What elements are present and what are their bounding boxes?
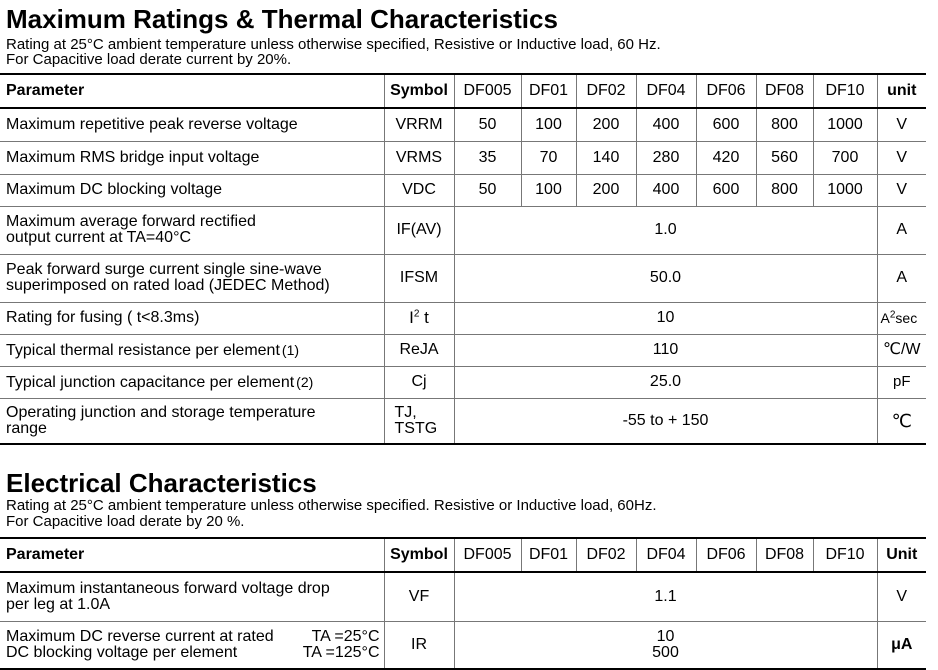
- row-param-line-2: range: [6, 419, 47, 437]
- table-row: [0, 174, 926, 206]
- row-value: 70: [521, 141, 576, 174]
- row-param-text: Typical junction capacitance per element: [6, 373, 295, 391]
- row-param: Rating for fusing ( t<8.3ms): [0, 302, 384, 334]
- row-symbol: VRRM: [384, 108, 454, 141]
- row-param-line-2: per leg at 1.0A: [6, 595, 111, 613]
- unit-sup: 2: [889, 309, 896, 321]
- header-df005: DF005: [454, 538, 521, 572]
- row-value: 800: [756, 108, 813, 141]
- row-value: 110: [454, 334, 877, 366]
- header-df04: DF04: [636, 538, 696, 572]
- header-df08: DF08: [756, 74, 813, 108]
- ratings-title: Maximum Ratings & Thermal Characteristics: [6, 4, 558, 34]
- row-param: [0, 254, 384, 302]
- row-value: 140: [576, 141, 636, 174]
- header-df01: DF01: [521, 74, 576, 108]
- header-parameter: Parameter: [0, 538, 384, 572]
- row-param-line-1: Peak forward surge current single sine-wave: [6, 261, 322, 278]
- table-row: [0, 398, 926, 444]
- row-value: -55 to + 150: [454, 398, 877, 444]
- header-df10: DF10: [813, 538, 877, 572]
- header-df005: DF005: [454, 74, 521, 108]
- row-param: [0, 621, 384, 669]
- row-unit: V: [877, 174, 926, 206]
- table-row: [0, 108, 926, 141]
- ratings-note-2: For Capacitive load derate current by 20%.: [6, 51, 292, 68]
- table-row: [0, 334, 926, 366]
- header-symbol: Symbol: [384, 538, 454, 572]
- row-value: 50: [454, 174, 521, 206]
- header-unit: unit: [877, 74, 926, 108]
- symbol-base: I: [409, 308, 414, 327]
- row-value: 1.0: [454, 206, 877, 254]
- row-param-line-2-text: DC blocking voltage per element: [6, 643, 238, 661]
- ratings-header-row: [0, 74, 926, 108]
- row-value: 25.0: [454, 366, 877, 398]
- row-value: 1.1: [454, 572, 877, 621]
- row-param-ref: (1): [281, 341, 300, 358]
- table-row: [0, 141, 926, 174]
- row-unit: μA: [877, 621, 926, 669]
- row-param-line-1: Maximum average forward rectified: [6, 213, 256, 230]
- row-unit: V: [877, 141, 926, 174]
- row-symbol: [384, 398, 454, 444]
- row-param: [0, 334, 384, 366]
- row-param-line-1-text: Maximum DC reverse current at rated: [6, 627, 274, 645]
- header-df02: DF02: [576, 538, 636, 572]
- row-param-line-1: Maximum instantaneous forward voltage drop: [6, 579, 330, 597]
- row-param: [0, 366, 384, 398]
- table-row: [0, 302, 926, 334]
- row-param-line-2: output current at TA=40°C: [6, 229, 192, 246]
- row-unit: V: [877, 572, 926, 621]
- row-value-1: 10: [656, 627, 675, 645]
- row-value: [454, 621, 877, 669]
- row-unit: ℃: [877, 398, 926, 444]
- header-symbol: Symbol: [384, 74, 454, 108]
- row-param-ref: (2): [296, 373, 314, 390]
- row-param-line-2: superimposed on rated load (JEDEC Method): [6, 277, 330, 294]
- electrical-note-2: For Capacitive load derate by 20 %.: [6, 513, 245, 530]
- row-param: Maximum RMS bridge input voltage: [0, 141, 384, 174]
- row-symbol: IFSM: [384, 254, 454, 302]
- row-symbol-line-1: TJ,: [394, 403, 417, 421]
- row-symbol-line-2: TSTG: [394, 419, 438, 437]
- row-value: 1000: [813, 174, 877, 206]
- electrical-header-row: [0, 538, 926, 572]
- row-value: 560: [756, 141, 813, 174]
- row-symbol: VRMS: [384, 141, 454, 174]
- row-value: 50.0: [454, 254, 877, 302]
- row-param-line-1: Operating junction and storage temperature: [6, 403, 316, 421]
- row-cond-1: TA =25°C: [311, 627, 380, 645]
- row-param-line-1: [6, 629, 384, 645]
- electrical-table: [0, 537, 926, 670]
- unit-base: A: [880, 310, 890, 326]
- ratings-table: [0, 73, 926, 445]
- row-value: 50: [454, 108, 521, 141]
- row-param-text: Typical thermal resistance per element: [6, 341, 280, 359]
- row-unit: A: [877, 254, 926, 302]
- row-unit: V: [877, 108, 926, 141]
- row-value: 1000: [813, 108, 877, 141]
- header-unit: Unit: [877, 538, 926, 572]
- header-df04: DF04: [636, 74, 696, 108]
- row-cond-2: TA =125°C: [302, 643, 380, 661]
- row-value: 400: [636, 108, 696, 141]
- row-value: 600: [696, 174, 756, 206]
- row-unit: [877, 302, 926, 334]
- row-value: 800: [756, 174, 813, 206]
- row-param: [0, 572, 384, 621]
- electrical-title: Electrical Characteristics: [6, 468, 317, 498]
- row-symbol: [384, 302, 454, 334]
- row-value: 400: [636, 174, 696, 206]
- row-value: 200: [576, 108, 636, 141]
- row-value: 100: [521, 108, 576, 141]
- row-value: 280: [636, 141, 696, 174]
- row-value: 600: [696, 108, 756, 141]
- electrical-note-1: Rating at 25°C ambient temperature unless otherwise specified. Resistive or Inductive load, 60Hz.: [6, 497, 657, 514]
- row-value: 200: [576, 174, 636, 206]
- table-row: [0, 621, 926, 669]
- symbol-sup: 2: [413, 308, 420, 320]
- header-df10: DF10: [813, 74, 877, 108]
- row-param-line-2: [6, 645, 384, 661]
- table-row: [0, 254, 926, 302]
- row-symbol: IF(AV): [384, 206, 454, 254]
- row-value: 10: [454, 302, 877, 334]
- row-symbol: VDC: [384, 174, 454, 206]
- header-df06: DF06: [696, 74, 756, 108]
- table-row: [0, 206, 926, 254]
- row-value-2: 500: [652, 643, 679, 661]
- row-unit: pF: [877, 366, 926, 398]
- row-symbol: IR: [384, 621, 454, 669]
- row-param: Maximum repetitive peak reverse voltage: [0, 108, 384, 141]
- ratings-note-1: Rating at 25°C ambient temperature unless otherwise specified, Resistive or Inductive load, 60 Hz.: [6, 36, 661, 53]
- header-parameter: Parameter: [0, 74, 384, 108]
- table-row: [0, 366, 926, 398]
- row-symbol: VF: [384, 572, 454, 621]
- header-df06: DF06: [696, 538, 756, 572]
- row-param: [0, 206, 384, 254]
- header-df01: DF01: [521, 538, 576, 572]
- row-unit: ℃/W: [877, 334, 926, 366]
- row-param: Maximum DC blocking voltage: [0, 174, 384, 206]
- row-value: 420: [696, 141, 756, 174]
- header-df02: DF02: [576, 74, 636, 108]
- row-symbol: ReJA: [384, 334, 454, 366]
- row-unit: A: [877, 206, 926, 254]
- row-value: 100: [521, 174, 576, 206]
- symbol-tail: t: [419, 308, 429, 327]
- unit-tail: sec: [895, 310, 918, 326]
- row-value: 700: [813, 141, 877, 174]
- header-df08: DF08: [756, 538, 813, 572]
- row-value: 35: [454, 141, 521, 174]
- row-symbol: Cj: [384, 366, 454, 398]
- row-param: [0, 398, 384, 444]
- table-row: [0, 572, 926, 621]
